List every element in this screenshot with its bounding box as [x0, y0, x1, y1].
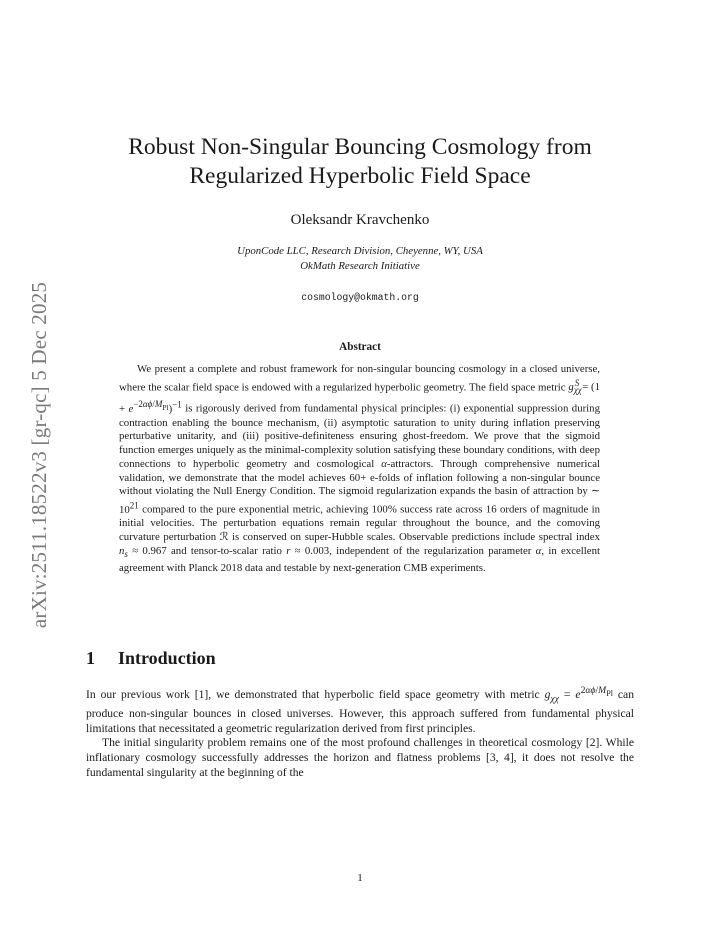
curvature-perturbation-symbol: ℛ [219, 531, 229, 544]
metric-formula: $g_{\chi\chi} = e^{2\alpha\phi/M_{Pl}}$ [544, 685, 613, 705]
alpha-symbol: α [381, 457, 387, 470]
abstract-text: is conserved on super-Hubble scales. Observable predictions include spectral index [228, 531, 600, 544]
affiliation [86, 244, 634, 273]
abstract-text: , independent of the regularization parameter [329, 544, 536, 557]
abstract-body [119, 363, 600, 576]
abstract-text: compared to the pure exponential metric, achieving 100% success rate across 16 orders of magnitude in initial velocities. The perturbation equations remain regular throughout the bounce, and the comoving curvature perturbation [119, 503, 600, 544]
field-space-metric-formula: $g_{\chi\chi}^S = (1 + e^{-2\alpha\phi/M_{Pl}})^{-1}$ [119, 377, 600, 415]
title-line-1: Robust Non-Singular Bouncing Cosmology from [128, 134, 592, 160]
intro-body [86, 684, 634, 780]
abstract-text: , in excellent agreement with Planck 2018 data and testable by next-generation CMB experiments. [119, 544, 600, 574]
intro-paragraph-2: The initial singularity problem remains one of the most profound challenges in theoretical cosmology [2]. While inflationary cosmology successfully addresses the horizon and flatness problems [3, 4], it does not resolve the fundamental singularity at the beginning of the [86, 736, 634, 779]
section-heading [86, 648, 216, 669]
abstract-text: -attractors. Through comprehensive numerical validation, we demonstrate that the model achieves 60+ e-folds of inflation following a non-singular bounce without violating the Null Energy Condition. The sigmoid regularization expands the basin of attraction by [119, 457, 600, 498]
affiliation-line-2: OkMath Research Initiative [300, 259, 420, 272]
author-email: cosmology@okmath.org [301, 292, 419, 303]
abstract-heading: Abstract [339, 341, 381, 353]
abstract-text: We present a complete and robust framework for non-singular bouncing cosmology in a closed universe, where the scalar field space is endowed with a regularized hyperbolic geometry. The field space metric [119, 363, 600, 394]
arxiv-identifier: arXiv:2511.18522v3 [gr-qc] 5 Dec 2025 [27, 281, 51, 629]
intro-text: can produce non-singular bounces in closed universes. However, this approach suffered from fundamental physical limitations that necessitated a geometric regularization derived from first principles. [86, 687, 634, 735]
abstract-text: is rigorously derived from fundamental physical principles: (i) exponential suppression during contraction enabling the bounce mechanism, (ii) asymptotic saturation to unity during inflation preserving perturbative unitarity, and (iii) positive-definiteness ensuring ghost-freedom. We prove that the sigmoid function emerges uniquely as the minimal-complexity solution satisfying these boundary conditions, with deep connections to hyperbolic geometry and cosmological [119, 402, 600, 470]
intro-text: In our previous work [1], we demonstrated that hyperbolic field space geometry with metric [86, 687, 545, 701]
section-number: 1 [86, 648, 95, 668]
intro-paragraph-1 [86, 684, 634, 736]
title-line-2: Regularized Hyperbolic Field Space [189, 163, 531, 189]
page-number: 1 [357, 872, 363, 884]
section-title: Introduction [118, 648, 216, 668]
tensor-ratio-formula: r ≈ 0.003 [286, 544, 330, 557]
spectral-index-formula: $n_s \approx 0.967$ [119, 544, 167, 560]
affiliation-line-1: UponCode LLC, Research Division, Cheyenne, WY, USA [237, 245, 483, 257]
basin-factor-formula: ∼ $10^{21}$ [119, 485, 600, 516]
author-name: Oleksandr Kravchenko [290, 212, 430, 228]
alpha-symbol: α [535, 544, 542, 557]
paper-title [86, 133, 634, 191]
abstract-text: and tensor-to-scalar ratio [166, 544, 287, 557]
